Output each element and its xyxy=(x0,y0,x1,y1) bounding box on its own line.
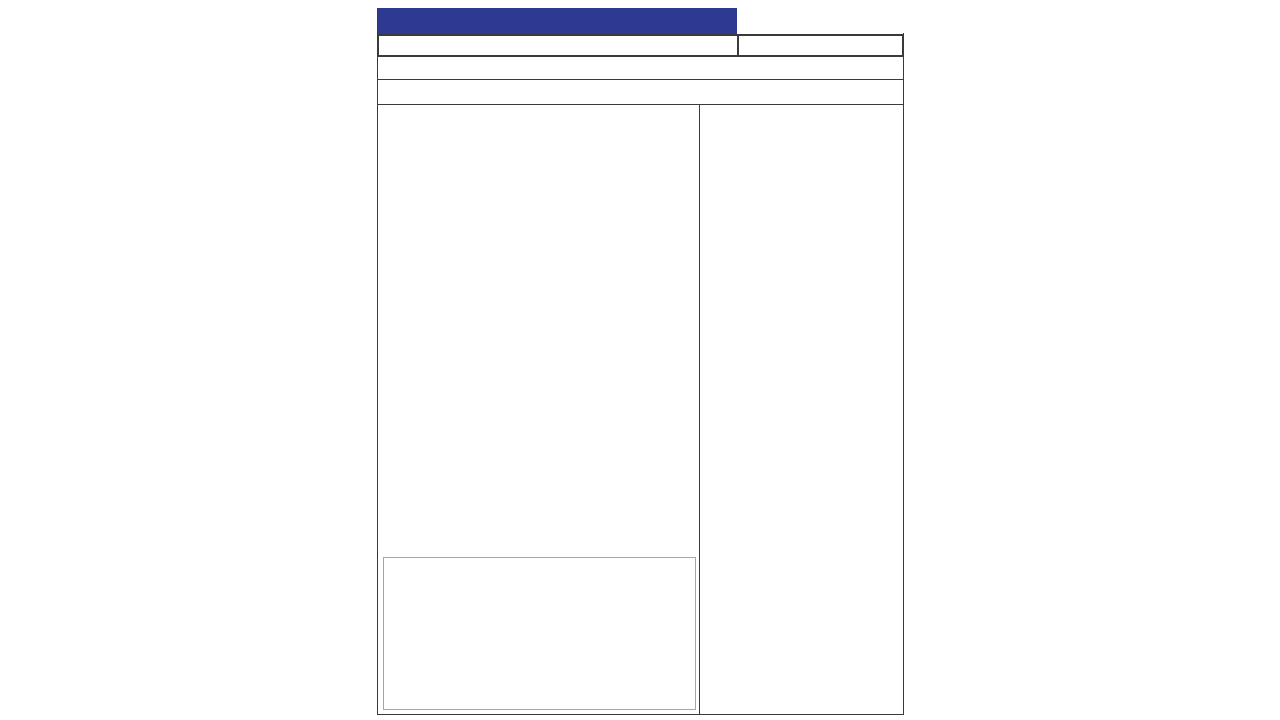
property-title xyxy=(377,8,737,34)
border-right xyxy=(903,33,904,715)
roi-chart xyxy=(383,557,696,710)
border-bottom xyxy=(377,714,904,715)
analysis-sheet xyxy=(377,8,904,715)
additional-info-row xyxy=(377,80,904,105)
list-price-cell xyxy=(737,36,902,55)
realtor-cell xyxy=(379,36,737,55)
realtor-row xyxy=(377,34,904,57)
property-type-row xyxy=(377,57,904,80)
border-middle xyxy=(699,105,700,715)
border-left xyxy=(377,8,378,715)
